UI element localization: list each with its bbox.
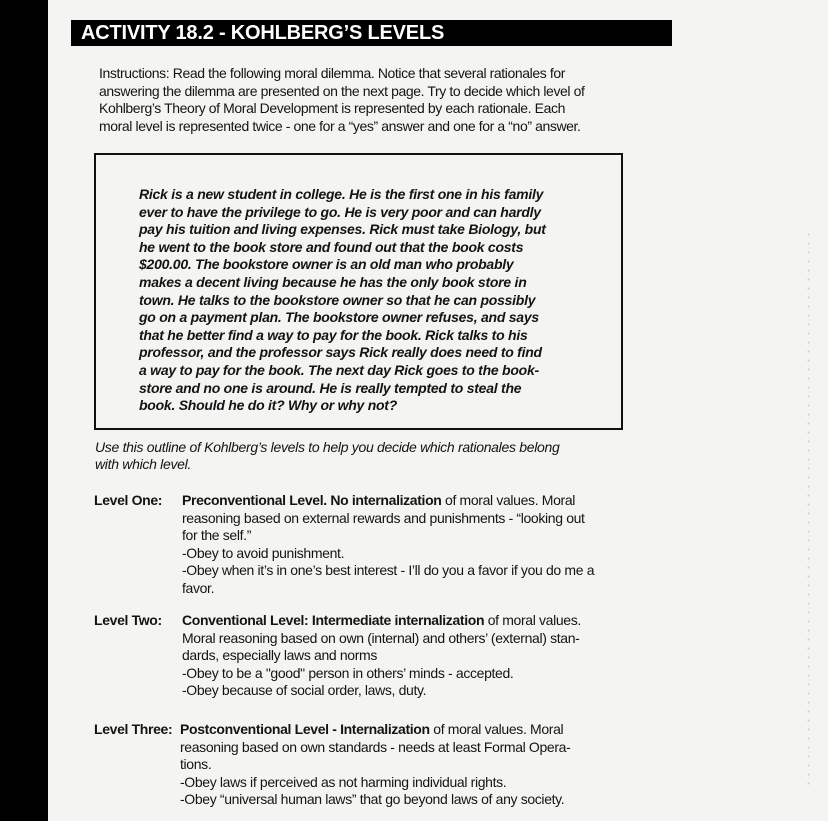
page-title: ACTIVITY 18.2 - KOHLBERG’S LEVELS	[81, 22, 445, 44]
level-heading	[182, 492, 594, 510]
dilemma-line: pay his tuition and living expenses. Rick must take Biology, but	[139, 221, 546, 238]
dilemma-line: $200.00. The bookstore owner is an old man who probably	[139, 256, 514, 273]
level-line: tions.	[180, 756, 212, 772]
level-line: reasoning based on own standards - needs at least Formal Opera-	[180, 738, 571, 755]
level-description	[180, 721, 570, 809]
level-heading-bold: Preconventional Level. No internalization	[182, 492, 442, 508]
level-heading-bold: Postconventional Level - Internalization	[180, 721, 430, 737]
level-heading-bold: Conventional Level: Intermediate internalization	[182, 612, 485, 628]
dilemma-line: he went to the book store and found out that the book costs	[139, 238, 524, 255]
dilemma-line: book. Should he do it? Why or why not?	[139, 397, 398, 414]
instructions-line: answering the dilemma are presented on the next page. Try to decide which level of	[99, 82, 585, 99]
dilemma-line: go on a payment plan. The bookstore owner refuses, and says	[139, 309, 539, 326]
level-heading	[180, 721, 570, 739]
dilemma-text	[139, 186, 546, 415]
level-line: -Obey “universal human laws” that go beyond laws of any society.	[180, 791, 565, 807]
level-line: Moral reasoning based on own (internal) and others’ (external) stan-	[182, 629, 580, 646]
dilemma-line: that he better find a way to pay for the book. Rick talks to his	[139, 326, 528, 343]
level-description	[182, 492, 594, 597]
instructions-paragraph	[99, 65, 639, 135]
level-line: reasoning based on external rewards and punishments - “looking out	[182, 509, 585, 526]
instructions-line: moral level is represented twice - one for a “yes” answer and one for a “no” answer.	[99, 117, 581, 134]
outline-intro-line: Use this outline of Kohlberg’s levels to help you decide which rationales belong	[95, 439, 560, 455]
level-label: Level One:	[94, 492, 163, 508]
level-line: dards, especially laws and norms	[182, 647, 378, 663]
level-line: for the self.”	[182, 527, 252, 543]
dilemma-line: makes a decent living because he has the only book store in	[139, 273, 527, 290]
instructions-line: Instructions: Read the following moral dilemma. Notice that several rationales for	[99, 65, 565, 81]
dilemma-box	[94, 153, 623, 430]
level-line: -Obey to avoid punishment.	[182, 544, 345, 561]
level-heading	[182, 612, 581, 630]
level-heading-rest: of moral values.	[484, 612, 581, 628]
instructions-line: Kohlberg’s Theory of Moral Development is represented by each rationale. Each	[99, 100, 565, 116]
level-label: Level Two:	[94, 612, 162, 628]
scan-speckle-decoration	[807, 230, 810, 790]
dilemma-line: professor, and the professor says Rick really does need to find	[139, 344, 542, 361]
title-bar	[71, 20, 672, 46]
level-line: -Obey when it’s in one’s best interest - I’ll do you a favor if you do me a	[182, 562, 595, 578]
level-line: -Obey to be a "good" person in others’ minds - accepted.	[182, 664, 514, 681]
level-label: Level Three:	[94, 721, 173, 737]
dilemma-line: ever to have the privilege to go. He is very poor and can hardly	[139, 203, 541, 220]
outline-intro	[95, 439, 560, 473]
level-description	[182, 612, 581, 700]
level-line: -Obey laws if perceived as not harming individual rights.	[180, 773, 507, 790]
document-page	[48, 0, 828, 821]
dilemma-line: a way to pay for the book. The next day Rick goes to the book-	[139, 361, 539, 378]
dilemma-line: town. He talks to the bookstore owner so that he can possibly	[139, 291, 536, 308]
level-heading-rest: of moral values. Moral	[429, 721, 564, 737]
level-heading-rest: of moral values. Moral	[441, 492, 576, 508]
outline-intro-line: with which level.	[95, 456, 192, 472]
level-line: -Obey because of social order, laws, duty.	[182, 682, 427, 698]
dilemma-line: Rick is a new student in college. He is the first one in his family	[139, 186, 544, 202]
level-line: favor.	[182, 579, 215, 596]
dilemma-line: store and no one is around. He is really tempted to steal the	[139, 379, 522, 396]
